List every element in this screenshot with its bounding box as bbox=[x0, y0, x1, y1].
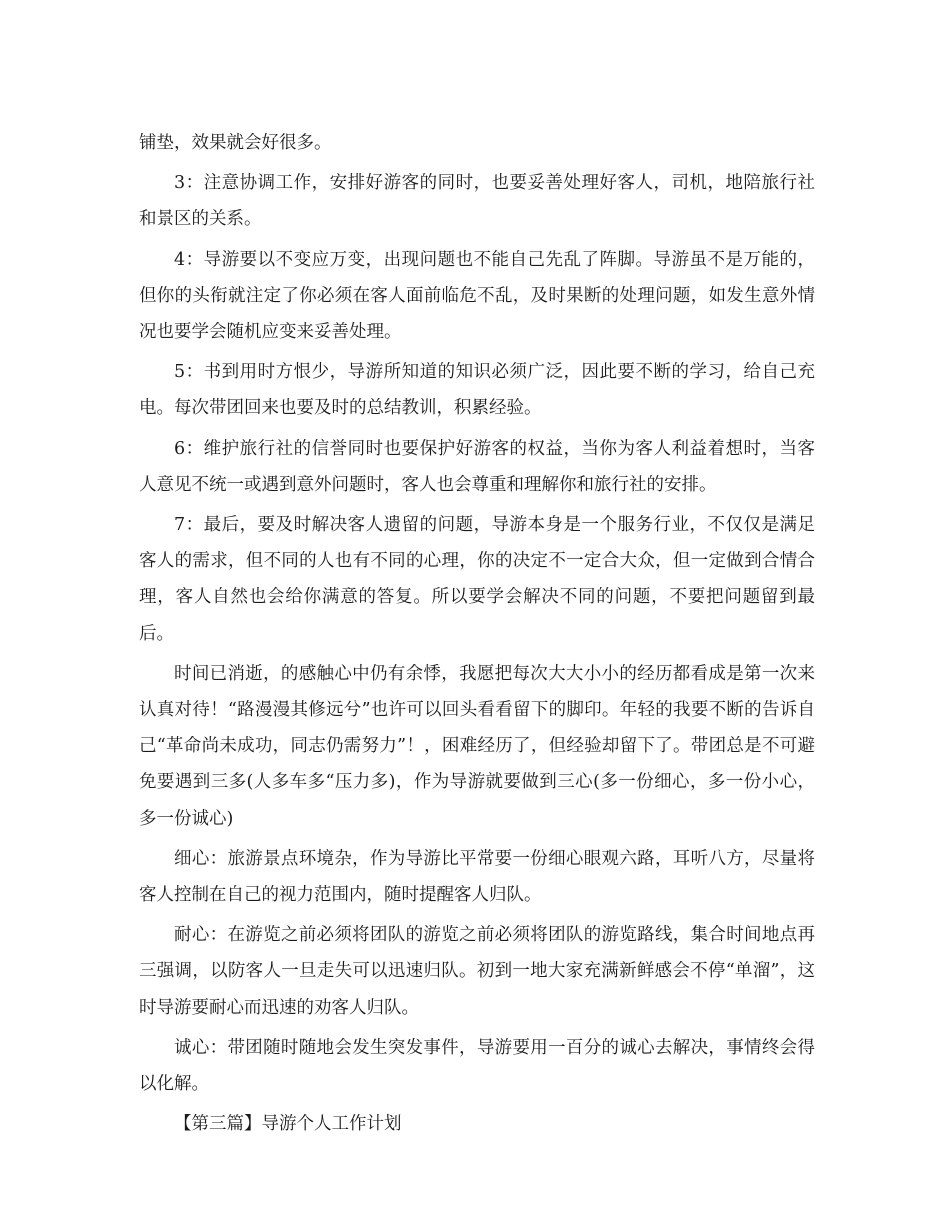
paragraph-point-7: 7：最后，要及时解决客人遗留的问题，导游本身是一个服务行业，不仅仅是满足客人的需求，但不同的人也有不同的心理，你的决定不一定合大众，但一定做到合情合理，客人自然也会给你满意的答复。所以要学会解决不同的问题，不要把问题留到最后。 bbox=[139, 515, 815, 644]
section-heading: 【第三篇】导游个人工作计划 bbox=[174, 1114, 402, 1135]
paragraph-reflection: 时间已消逝，的感触心中仍有余悸，我愿把每次大大小小的经历都看成是第一次来认真对待！“路漫漫其修远兮”也许可以回头看看留下的脚印。年轻的我要不断的告诉自己“革命尚未成功，同志仍需努力”！，困难经历了，但经验却留下了。带团总是不可避免要遇到三多(人多车多“压力多)，作为导游就要做到三心(多一份细心，多一份小心，多一份诚心) bbox=[139, 663, 815, 829]
paragraph-point-3: 3：注意协调工作，安排好游客的同时，也要妥善处理好客人，司机，地陪旅行社和景区的关系。 bbox=[139, 173, 815, 230]
paragraph-naixin: 耐心：在游览之前必须将团队的游览之前必须将团队的游览路线，集合时间地点再三强调，以防客人一旦走失可以迅速归队。初到一地大家充满新鲜感会不停“单溜”，这时导游要耐心而迅速的劝客人归队。 bbox=[139, 925, 815, 1018]
document-body bbox=[139, 125, 815, 1142]
paragraph-point-4: 4：导游要以不变应万变，出现问题也不能自己先乱了阵脚。导游虽不是万能的，但你的头衔就注定了你必须在客人面前临危不乱，及时果断的处理问题，如发生意外情况也要学会随机应变来妥善处理。 bbox=[139, 249, 815, 343]
paragraph-continuation: 铺垫，效果就会好很多。 bbox=[139, 133, 332, 153]
paragraph-xixin: 细心：旅游景点环境杂，作为导游比平常要一份细心眼观六路，耳听八方，尽量将客人控制在自己的视力范围内，随时提醒客人归队。 bbox=[139, 848, 815, 906]
paragraph-chengxin: 诚心：带团随时随地会发生突发事件，导游要用一百分的诚心去解决，事情终会得以化解。 bbox=[139, 1037, 815, 1095]
paragraph-point-5: 5：书到用时方恨少，导游所知道的知识必须广泛，因此要不断的学习，给自己充电。每次带团回来也要及时的总结教训，积累经验。 bbox=[139, 362, 815, 419]
paragraph-point-6: 6：维护旅行社的信誉同时也要保护好游客的权益，当你为客人利益着想时，当客人意见不统一或遇到意外问题时，客人也会尊重和理解你和旅行社的安排。 bbox=[139, 438, 815, 495]
